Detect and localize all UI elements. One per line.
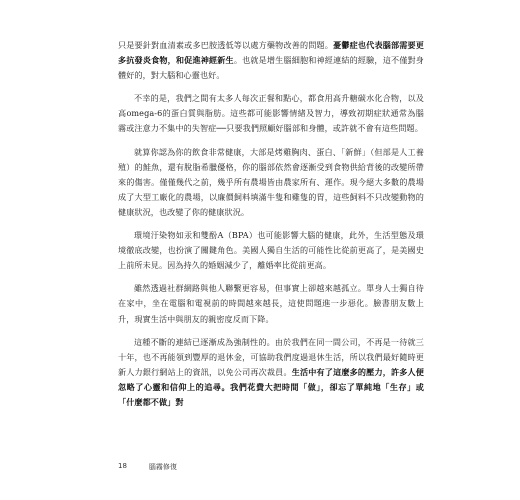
paragraph	[118, 335, 424, 410]
paragraph	[118, 281, 424, 326]
paragraph-text: 就算你認為你的飲食非常健康，大部是烤雞胸肉、蛋白、「新鮮」（但部是人工養殖）的鮭魚，還有脫脂希臘優格，你的腦部依然會逐漸受到食物供給背後的改變所帶來的傷害。僅僅幾代之前，幾乎所有農場皆由農家所有、運作。現今絕大多數的農場成了大型工廠化的農場，以廉價飼料填滿牛隻和雞隻的胃，這些飼料不只改變動物的健康狀況，也改變了你的健康狀況。	[118, 146, 424, 217]
paragraph	[118, 38, 424, 83]
page-footer	[118, 462, 177, 472]
paragraph-text: 環境汙染物如汞和雙酚A（BPA）也可能影響大腦的健康，此外，生活型態及環境徹底改變，也扮演了關鍵角色。美國人獨自生活的可能性比從前更高了，是美國史上前所未見。因為持久的婚姻減少了，離婚率比從前更高。	[118, 230, 424, 271]
page-body	[118, 38, 424, 410]
running-book-title: 腦霧修復	[148, 463, 177, 471]
paragraph-text: 只是要針對血清素或多巴胺透低等以處方藥物改善的問題。	[118, 40, 334, 50]
paragraph	[118, 228, 424, 273]
paragraph-text: 雖然透過社群網路與他人聯繫更容易，但事實上卻越來越孤立。單身人士獨自待在家中，坐在電腦和電視前的時間越來越長，這使問題進一步惡化。臉書朋友數上升，現實生活中與朋友的親密度反而下降。	[118, 283, 424, 324]
bold-emphasis-text: 生活中有了這麼多的壓力，許多人便忽略了心靈和信仰上的追尋。我們花費大把時間「做」，卻忘了單純地「生存」或「什麼都不做」對	[118, 366, 424, 407]
paragraph-text: 不幸的是，我們之間有太多人每次正餐和點心，都食用高升糖碳水化合物，以及高omega-6的蛋白質與脂肪。這些都可能影響情緒及智力，導致初期症狀通常為腦霧或注意力不集中的失智症──只要我們照顧好腦部和身體，或許就不會有這些問題。	[118, 93, 424, 134]
paragraph-text: 。也就是增生腦細胞和神經連結的經驗，這不僅對身體好的，對大腦和心靈也好。	[118, 55, 424, 81]
bold-emphasis-text: 憂鬱症也代表腦部需要更多抗發炎食物，和促進神經新生	[118, 40, 424, 66]
page-number: 18	[118, 462, 127, 470]
paragraph	[118, 145, 424, 220]
paragraph-text: 這種不斷的連結已逐漸成為強制性的。由於我們在同一間公司，不再是一待就三十年，也不再能領到豐厚的退休金，可協助我們度過退休生活，所以我們最好隨時更新人力銀行網站上的資訊，以免公司再次裁員。	[118, 336, 424, 377]
paragraph	[118, 91, 424, 136]
